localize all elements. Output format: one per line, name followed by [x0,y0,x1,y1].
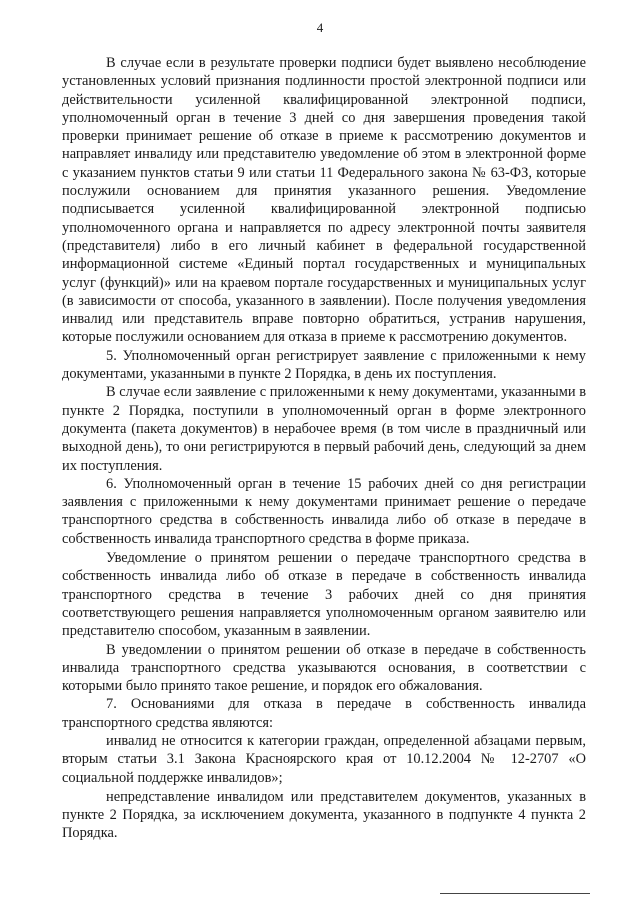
bottom-rule [440,893,590,894]
paragraph-refusal-ground-1: инвалид не относится к категории граждан, определенной абзацами первым, вторым статьи 3.1 Закона Красноярского края от 10.12.2004 № 12-2707 «О социальной поддержке инвалидов»; [62,732,586,786]
paragraph-item-6: 6. Уполномоченный орган в течение 15 рабочих дней со дня регистрации заявления с приложенными к нему документами принимает решение о передаче транспортного средства в собственность инвалида либо об отказе в передаче в собственность инвалида транспортного средства в форме приказа. [62,475,586,547]
paragraph-item-7: 7. Основаниями для отказа в передаче в собственность инвалида транспортного средства являются: [62,696,586,731]
page-number: 4 [316,20,324,35]
document-body [62,54,586,843]
paragraph-decision-notice: Уведомление о принятом решении о передаче транспортного средства в собственность инвалида либо об отказе в передаче в собственность инвалида транспортного средства в течение 3 рабочих дней со дня принятия соответствующего решения направляется уполномоченным органом заявителю или представителю способом, указанным в заявлении. [62,550,586,640]
paragraph-non-working-time: В случае если заявление с приложенными к нему документами, указанными в пункте 2 Порядка, поступили в уполномоченный орган в форме электронного документа (пакета документов) в нерабочее время (в том числе в праздничный или выходной день), то они регистрируются в первый рабочий день, следующий за днем их поступления. [62,384,586,474]
paragraph-item-5: 5. Уполномоченный орган регистрирует заявление с приложенными к нему документами, указанными в пункте 2 Порядка, в день их поступления. [62,347,586,383]
paragraph-refusal-ground-2: непредставление инвалидом или представителем документов, указанных в пункте 2 Порядка, за исключением документа, указанного в подпункте 4 пункта 2 Порядка. [62,788,586,842]
paragraph-signature-check: В случае если в результате проверки подписи будет выявлено несоблюдение установленных условий признания подлинности простой электронной подписи или действительности усиленной квалифицированной электронной подписи, уполномоченный орган в течение 3 дней со дня завершения проведения такой проверки принимает решение об отказе в приеме к рассмотрению документов и направляет инвалиду или представителю уведомление об этом в электронной форме с указанием пунктов статьи 9 или статьи 11 Федерального закона № 63-ФЗ, которые послужили основанием для принятия указанного решения. Уведомление подписывается усиленной квалифицированной электронной подписью уполномоченного органа и направляется по адресу электронной почты заявителя (представителя) либо в его личный кабинет в федеральной государственной информационной системе «Единый портал государственных и муниципальных услуг (функций)» или на краевом портале государственных и муниципальных услуг (в зависимости от способа, указанного в заявлении). После получения уведомления инвалид или представитель вправе повторно обратиться, устранив нарушения, которые послужили основанием для отказа в приеме к рассмотрению документов. [62,55,586,346]
paragraph-refusal-notice: В уведомлении о принятом решении об отказе в передаче в собственность инвалида транспортного средства указываются основания, в соответствии с которыми было принято такое решение, и порядок его обжалования. [62,641,586,695]
